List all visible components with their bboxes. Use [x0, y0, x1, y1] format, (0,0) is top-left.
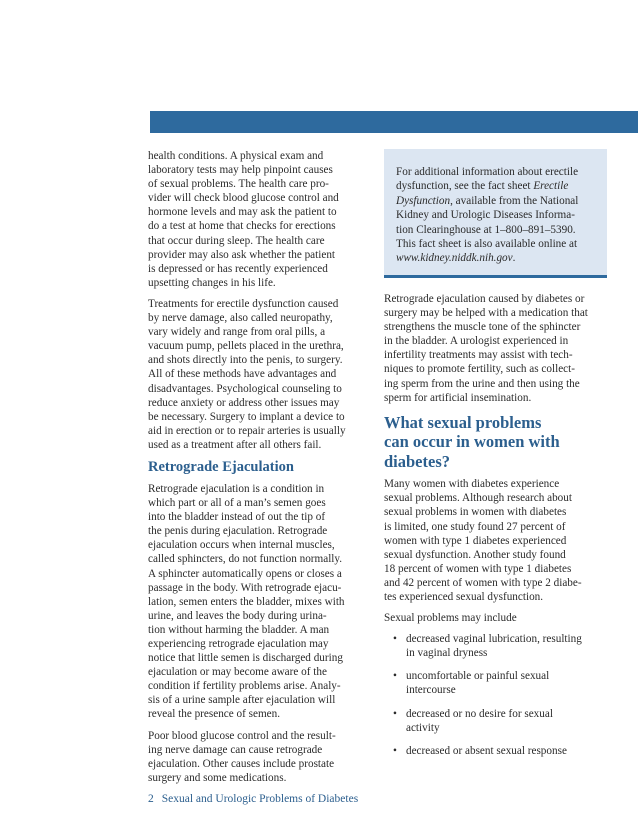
text-line: upsetting changes in his life.: [148, 276, 276, 289]
text-line: disadvantages. Psychological counseling to: [148, 382, 342, 395]
text-line: provider may also ask whether the patient: [148, 248, 336, 261]
callout-line: This fact sheet is also available online at: [396, 238, 578, 251]
text-line: vider will check blood glucose control and: [148, 192, 339, 205]
text-line: tes experienced sexual dysfunction.: [384, 591, 544, 603]
paragraph-retrograde-treatment: [384, 292, 606, 405]
text-line: health conditions. A physical exam and: [148, 150, 324, 162]
info-callout-text: [396, 165, 601, 266]
paragraph-exam: [148, 149, 366, 290]
text-line: of sexual problems. The health care pro-: [148, 178, 329, 191]
text-line: sexual problems. Although research about: [384, 492, 572, 505]
right-column: [384, 292, 606, 767]
text-line: in the bladder. A urologist experienced in: [384, 335, 569, 348]
text-line: do a test at home that checks for erections: [148, 220, 336, 233]
text-line: Retrograde ejaculation is a condition in: [148, 482, 325, 495]
text-line: which part or all of a man’s semen goes: [148, 497, 326, 510]
text-line: Poor blood glucose control and the result-: [148, 729, 336, 742]
text-line: be necessary. Surgery to implant a device to: [148, 410, 345, 423]
paragraph-problems-intro: Sexual problems may include: [384, 612, 517, 625]
text-line: Treatments for erectile dysfunction caused: [148, 297, 339, 310]
text-line: laboratory tests may help pinpoint causes: [148, 164, 333, 177]
text-line: condition if fertility problems arise. Analy-: [148, 680, 341, 693]
text-line: experiencing retrograde ejaculation may: [148, 638, 329, 650]
text-line: is limited, one study found 27 percent of: [384, 520, 566, 533]
text-line: A sphincter automatically opens or closes a: [148, 567, 342, 580]
publication-title: Sexual and Urologic Problems of Diabetes: [161, 793, 359, 805]
text-line: Many women with diabetes experience: [384, 478, 560, 491]
callout-line: dysfunction, see the fact sheet Erectile: [396, 180, 569, 193]
text-line: activity: [406, 721, 440, 734]
text-line: sperm for artificial insemination.: [384, 391, 532, 404]
callout-line: For additional information about erectile: [396, 166, 579, 178]
text-line: urine, and leaves the body during urina-: [148, 609, 327, 622]
list-item: [384, 669, 606, 697]
text-line: is depressed or has recently experienced: [148, 262, 328, 275]
text-line: What sexual problems: [384, 412, 542, 432]
text-line: decreased or absent sexual response: [406, 744, 567, 757]
fact-sheet-title: Erectile: [533, 180, 569, 193]
text-line: decreased vaginal lubrication, resulting: [406, 633, 582, 646]
text-line: strengthens the muscle tone of the sphincter: [384, 321, 581, 334]
text-line: passage in the body. With retrograde ejacu-: [148, 581, 342, 594]
text-line: vary widely and range from oral pills, a: [148, 326, 326, 339]
text-line: into the bladder instead of out the tip of: [148, 511, 326, 524]
text-line: vacuum pump, pellets placed in the urethra,: [148, 340, 344, 353]
paragraph-retrograde-causes: [148, 729, 366, 785]
callout-line: Dysfunction, available from the National: [396, 194, 579, 207]
header-bar: [150, 111, 638, 133]
problems-list: [384, 632, 606, 758]
callout-line: www.kidney.niddk.nih.gov.: [396, 252, 516, 265]
text-line: ejaculation or may become aware of the: [148, 666, 327, 679]
text-line: can occur in women with: [384, 432, 560, 452]
text-line: 18 percent of women with type 1 diabetes: [384, 562, 572, 575]
text-line: lation, semen enters the bladder, mixes with: [148, 595, 345, 608]
text-line: by nerve damage, also called neuropathy,: [148, 312, 333, 325]
heading-women-sexual-problems: [384, 413, 606, 472]
text-line: hormone levels and may ask the patient to: [148, 206, 337, 219]
fact-sheet-title: Dysfunction: [396, 194, 451, 207]
text-line: and 42 percent of women with type 2 diabe-: [384, 576, 582, 589]
paragraph-women-research: [384, 477, 606, 604]
text-line: sexual problems in women with diabetes: [384, 506, 567, 519]
paragraph-treatments: [148, 297, 366, 452]
text-line: surgery may be helped with a medication that: [384, 307, 588, 320]
bullet-icon: •: [393, 707, 397, 720]
text-line: aid in erection or to repair arteries is usually: [148, 424, 346, 437]
text-line: notice that little semen is discharged during: [148, 652, 343, 665]
bullet-icon: •: [393, 744, 397, 757]
bullet-icon: •: [393, 633, 397, 646]
text-line: that occur during sleep. The health care: [148, 234, 325, 247]
text-line: the penis during ejaculation. Retrograde: [148, 525, 328, 538]
text-line: and shots directly into the penis, to surgery.: [148, 354, 343, 367]
text-line: in vaginal dryness: [406, 647, 488, 660]
bullet-icon: •: [393, 670, 397, 683]
text-line: decreased or no desire for sexual: [406, 707, 553, 720]
text-line: All of these methods have advantages and: [148, 368, 337, 381]
text-line: niques to promote fertility, such as collect-: [384, 363, 575, 376]
text-line: Retrograde ejaculation caused by diabetes or: [384, 293, 585, 305]
text-line: reduce anxiety or address other issues may: [148, 396, 340, 409]
text-line: called sphincters, do not function normally.: [148, 553, 343, 566]
callout-line: tion Clearinghouse at 1–800–891–5390.: [396, 223, 576, 236]
heading-retrograde-ejaculation: Retrograde Ejaculation: [148, 458, 294, 475]
list-item: [384, 707, 606, 735]
text-line: ejaculation. Other causes include prostate: [148, 757, 335, 770]
text-line: surgery and some medications.: [148, 771, 287, 784]
page-number: 2: [148, 793, 154, 805]
text-line: ejaculation occurs when internal muscles,: [148, 539, 335, 552]
callout-line: Kidney and Urologic Diseases Informa-: [396, 209, 575, 222]
list-item: [384, 632, 606, 660]
text-line: tion without harming the bladder. A man: [148, 623, 330, 636]
text-line: infertility treatments may assist with tech-: [384, 349, 573, 362]
text-line: ing sperm from the urine and then using the: [384, 377, 580, 390]
page-footer: [148, 793, 358, 805]
text-line: used as a treatment after all others fail.: [148, 438, 322, 451]
text-line: uncomfortable or painful sexual: [406, 670, 550, 683]
text-line: sis of a urine sample after ejaculation will: [148, 694, 336, 707]
paragraph-retrograde-definition: [148, 482, 366, 722]
text-line: reveal the presence of semen.: [148, 708, 281, 721]
text-line: intercourse: [406, 684, 456, 697]
text-line: women with type 1 diabetes experienced: [384, 534, 567, 547]
text-line: ing nerve damage can cause retrograde: [148, 743, 323, 756]
list-item: [384, 744, 606, 758]
left-column: [148, 149, 366, 792]
website-link[interactable]: www.kidney.niddk.nih.gov: [396, 252, 513, 265]
text-line: diabetes?: [384, 451, 450, 471]
text-line: sexual dysfunction. Another study found: [384, 548, 566, 561]
